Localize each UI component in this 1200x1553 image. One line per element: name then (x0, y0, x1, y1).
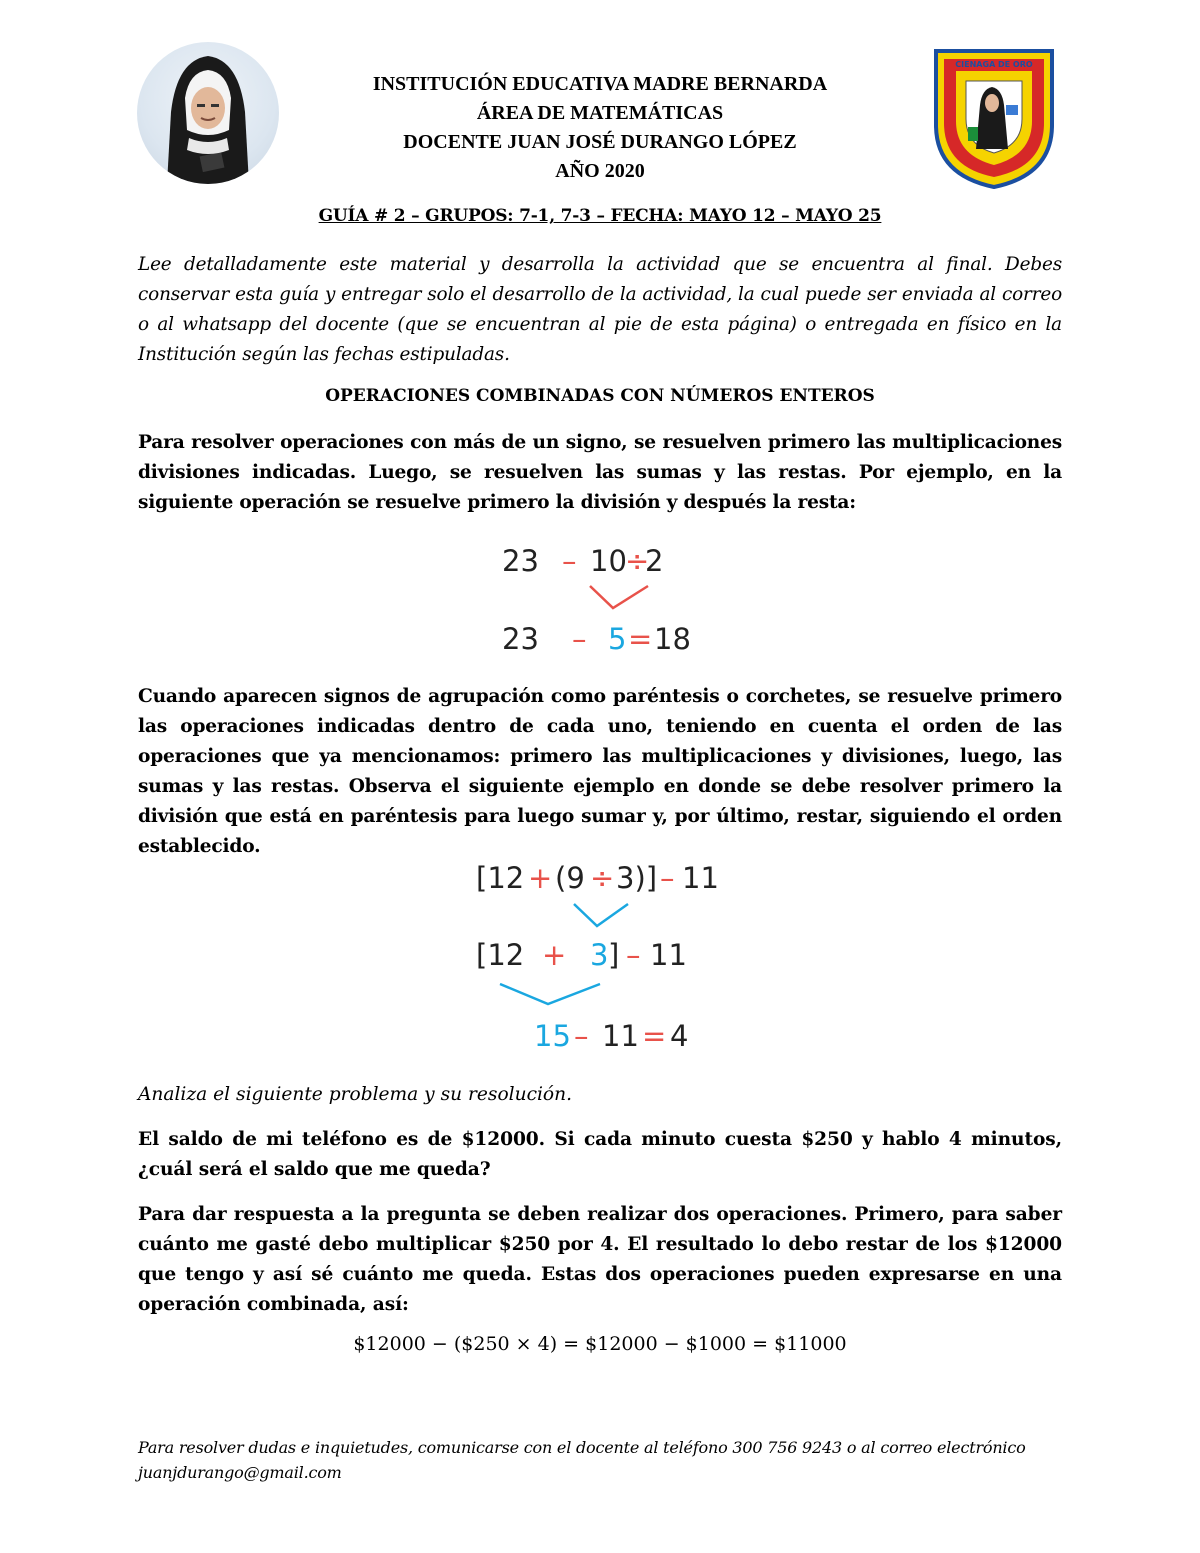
example2-diagram (470, 852, 730, 1057)
ex2-r1-div: ÷ (590, 861, 615, 895)
intro-paragraph: Lee detalladamente este material y desarrolla la actividad que se encuentra al final. Debes conservar esta guía y entregar solo el desarrollo de la actividad, la cual puede ser enviada al correo o al whatsapp del docente (que se encuentran al pie de esta página) o entregada en físico en la Institución según las fechas estipuladas. (138, 254, 1062, 365)
seal-top-text: CIENAGA DE ORO (955, 60, 1033, 69)
school-seal-logo (932, 45, 1056, 190)
ex2-r2-open: [12 (476, 938, 525, 972)
portrait-photo (137, 42, 279, 184)
ex1-r1-c: 2 (645, 544, 664, 578)
ex2-r3-a: 15 (534, 1019, 571, 1053)
ex2-bracket2-icon (500, 984, 600, 1004)
final-equation: $12000 − ($250 × 4) = $12000 − $1000 = $11000 (353, 1333, 847, 1355)
ex1-r2-a: 23 (502, 622, 539, 656)
ex2-r1-open: [12 (476, 861, 525, 895)
ex2-r1-plus: + (528, 861, 553, 895)
footer-contact: Para resolver dudas e inquietudes, comunicarse con el docente al teléfono 300 756 9243 o al correo electrónico juanjdurango@gmail.com (138, 1438, 1026, 1482)
solution-paragraph: Para dar respuesta a la pregunta se deben realizar dos operaciones. Primero, para saber cuánto me gasté debo multiplicar $250 por 4. El resultado lo debo restar de los $12000 que tengo y así sé cuánto me queda. Estas dos operaciones pueden expresarse en una operación combinada, así: (138, 1204, 1062, 1315)
ex2-r1-minus: – (660, 861, 675, 895)
section-title: OPERACIONES COMBINADAS CON NÚMEROS ENTEROS (325, 386, 875, 406)
institution-name: INSTITUCIÓN EDUCATIVA MADRE BERNARDA (372, 73, 828, 95)
ex2-r3-b: 11 (602, 1019, 639, 1053)
ex2-r1-last: 11 (682, 861, 719, 895)
nun-portrait-icon (137, 42, 279, 184)
area-name: ÁREA DE MATEMÁTICAS (476, 102, 724, 124)
analyze-prompt: Analiza el siguiente problema y su resolución. (138, 1084, 573, 1105)
ex1-r1-op2: ÷ (625, 544, 650, 578)
example1-diagram (490, 535, 720, 660)
institution-header (300, 70, 900, 186)
paragraph-order-of-operations: Para resolver operaciones con más de un signo, se resuelven primero las multiplicaciones divisiones indicadas. Luego, se resuelven las sumas y las restas. Por ejemplo, en la siguiente operación se resuelve primero la división y después la resta: (138, 432, 1062, 513)
ex2-r2-last: 11 (650, 938, 687, 972)
ex2-r2-three: 3 (590, 938, 609, 972)
ex1-r2-result: 18 (654, 622, 691, 656)
teacher-name: DOCENTE JUAN JOSÉ DURANGO LÓPEZ (403, 131, 797, 153)
ex2-r3-eq: = (642, 1019, 667, 1053)
paragraph-grouping-signs: Cuando aparecen signos de agrupación como paréntesis o corchetes, se resuelve primero las operaciones indicadas dentro de cada uno, teniendo en cuenta el orden de las operaciones que ya mencionamos: primero las multiplicaciones y divisiones, luego, las sumas y las restas. Observa el siguiente ejemplo en donde se debe resolver primero la división que está en paréntesis para luego sumar y, por último, restar, siguiendo el orden establecido. (138, 686, 1062, 857)
ex2-r1-close: 3)] (616, 861, 658, 895)
ex1-r1-op1: – (562, 544, 577, 578)
ex1-bracket-icon (590, 586, 648, 608)
ex2-r2-bracket: ] (608, 938, 620, 972)
guide-title: GUÍA # 2 – GRUPOS: 7-1, 7-3 – FECHA: MAYO 12 – MAYO 25 (318, 206, 882, 226)
ex2-r3-minus: – (574, 1019, 589, 1053)
ex2-r1-paren: (9 (555, 861, 585, 895)
problem-statement: El saldo de mi teléfono es de $12000. Si cada minuto cuesta $250 y hablo 4 minutos, ¿cuál será el saldo que me queda? (138, 1129, 1062, 1180)
ex1-r2-eq: = (628, 622, 653, 656)
ex2-r3-result: 4 (670, 1019, 689, 1053)
ex2-bracket1-icon (574, 904, 628, 926)
ex1-r2-b: 5 (608, 622, 627, 656)
ex1-r1-a: 23 (502, 544, 539, 578)
ex1-r2-op1: – (572, 622, 587, 656)
year: AÑO 2020 (555, 160, 645, 182)
ex2-r2-minus: – (626, 938, 641, 972)
ex2-r2-plus: + (542, 938, 567, 972)
ex1-r1-b: 10 (590, 544, 627, 578)
